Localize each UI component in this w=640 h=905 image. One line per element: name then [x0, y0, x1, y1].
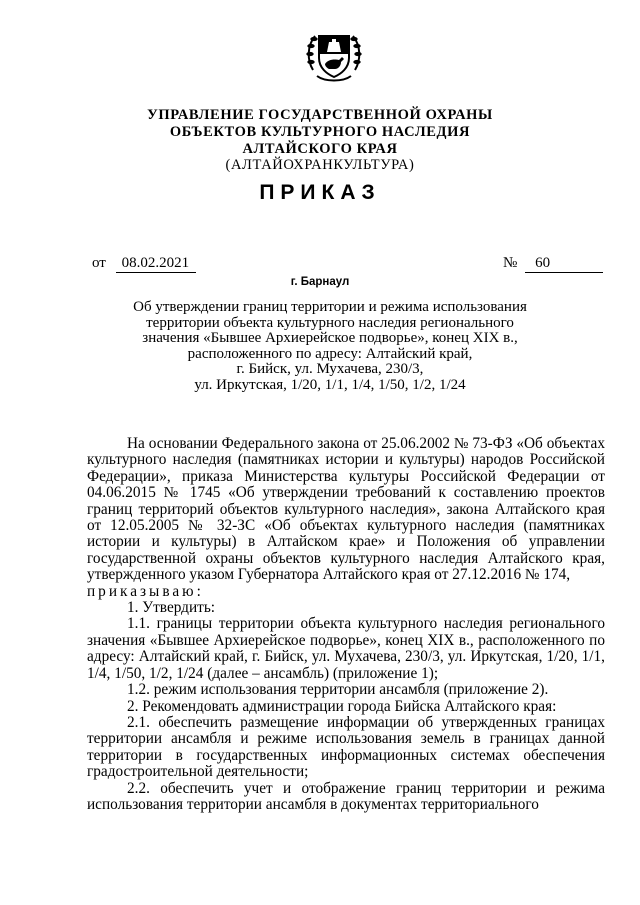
organization-line-2: ОБЪЕКТОВ КУЛЬТУРНОГО НАСЛЕДИЯ	[169, 124, 471, 140]
document-city: г. Барнаул	[290, 276, 350, 288]
organization-line-1: УПРАВЛЕНИЕ ГОСУДАРСТВЕННОЙ ОХРАНЫ	[147, 107, 493, 123]
date-prefix: от	[92, 255, 106, 271]
document-date: 08.02.2021	[116, 255, 196, 273]
clause-1: 1. Утвердить:	[127, 599, 216, 617]
order-word: приказываю:	[87, 582, 204, 600]
number-block	[503, 255, 603, 273]
clause-1-1: 1.1. границы территории объекта культурного наследия регионального значения «Бывшее Архиерейское подворье», конец XIX в., расположенного по адресу: Алтайский край, г. Бийск, ул. Мухачева, 230/3, ул. Иркутская, 1/20, 1/1, 1/4, 1/50, 1/2, 1/24 (далее – ансамбль) (приложение 1);	[87, 615, 605, 682]
clause-2-1: 2.1. обеспечить размещение информации об утвержденных границах территории ансамбля и режиме использования земель в границах данной территории в государственных информационных системах обеспечения градостроительной деятельности;	[87, 713, 605, 781]
subject-line: Об утверждении границ территории и режима использования	[133, 299, 527, 315]
subject-line: значения «Бывшее Архиерейское подворье», конец XIX в.,	[142, 330, 518, 347]
basis-paragraph: На основании Федерального закона от 25.06.2002 № 73-ФЗ «Об объектах культурного наследия (памятниках истории и культуры) народов Российской Федерации», приказа Министерства культуры Российской Федерации от 04.06.2015 № 1745 «Об утверждении требований к составлению проектов границ территорий объектов культурного наследия», закона Алтайского края от 12.05.2005 № 32-ЗС «Об объектах культурного наследия (памятниках истории и культуры) в Алтайском крае» и Положения об управлении государственной охраны объектов культурного наследия Алтайского края, утвержденного указом Губернатора Алтайского края от 27.12.2016 № 174,	[87, 435, 605, 584]
clause-2: 2. Рекомендовать администрации города Бийска Алтайского края:	[127, 697, 557, 715]
subject-line: расположенного по адресу: Алтайский край,	[187, 345, 473, 362]
organization-abbreviation: (АЛТАЙОХРАНКУЛЬТУРА)	[225, 157, 415, 173]
document-subject	[100, 300, 560, 394]
organization-line-3: АЛТАЙСКОГО КРАЯ	[242, 141, 398, 157]
document-type-title: ПРИКАЗ	[259, 181, 381, 204]
clause-1-2: 1.2. режим использования территории ансамбля (приложение 2).	[127, 681, 549, 699]
date-block	[92, 255, 196, 273]
number-prefix: №	[503, 255, 518, 271]
document-number: 60	[525, 255, 603, 273]
document-body	[87, 436, 605, 813]
subject-line: ул. Иркутская, 1/20, 1/1, 1/4, 1/50, 1/2, 1/24	[194, 376, 466, 393]
subject-line: территории объекта культурного наследия регионального	[146, 314, 514, 331]
clause-2-2: 2.2. обеспечить учет и отображение границ территории и режима использования территории ансамбля в документах территориального	[87, 779, 605, 813]
subject-line: г. Бийск, ул. Мухачева, 230/3,	[236, 361, 424, 378]
altai-krai-coat-of-arms-icon	[305, 26, 363, 84]
